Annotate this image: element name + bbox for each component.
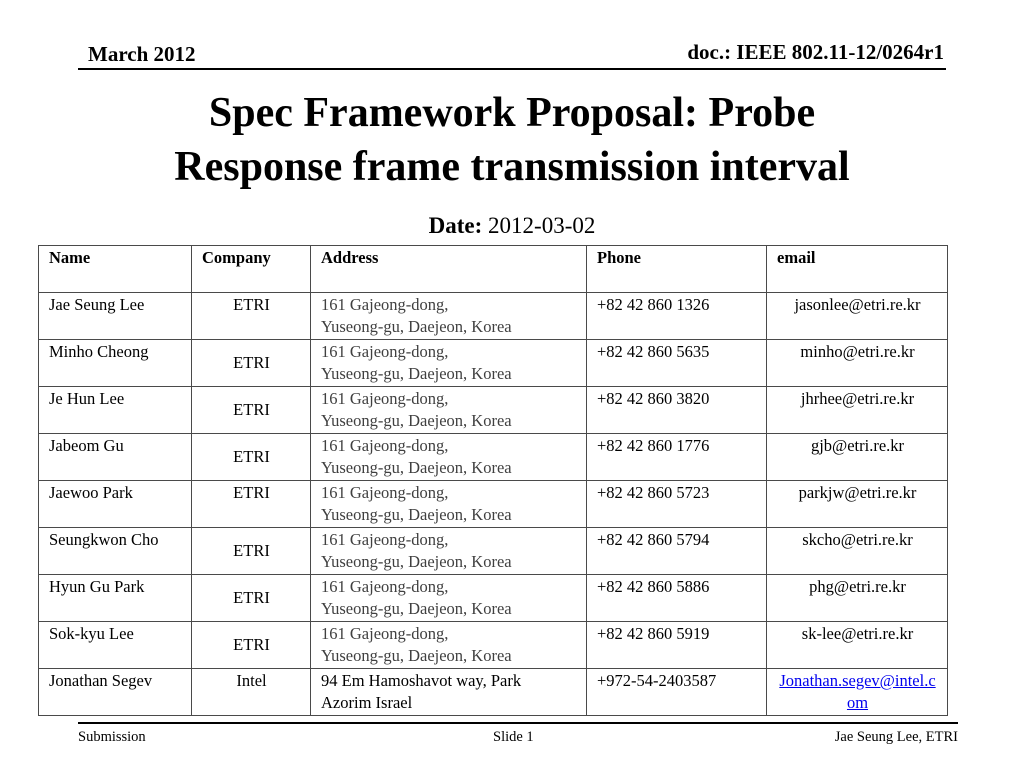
cell-phone: +972-54-2403587 [587, 669, 767, 716]
cell-address [311, 669, 587, 716]
cell-name: Je Hun Lee [39, 387, 192, 434]
cell-company: ETRI [192, 622, 311, 669]
address-line-2: Yuseong-gu, Daejeon, Korea [321, 646, 512, 665]
table-row [39, 340, 948, 387]
address-line-2: Yuseong-gu, Daejeon, Korea [321, 317, 512, 336]
cell-company: Intel [192, 669, 311, 716]
address-line-1: 161 Gajeong-dong, [321, 624, 449, 643]
cell-phone: +82 42 860 5723 [587, 481, 767, 528]
table-row [39, 481, 948, 528]
address-line-2: Azorim Israel [321, 693, 413, 712]
date-label: Date: [428, 213, 483, 238]
authors-table [38, 245, 948, 716]
cell-company: ETRI [192, 340, 311, 387]
header-rule [78, 68, 946, 70]
cell-name: Jae Seung Lee [39, 293, 192, 340]
col-header-address: Address [311, 246, 587, 293]
slide-title [60, 86, 964, 194]
cell-phone: +82 42 860 3820 [587, 387, 767, 434]
cell-address [311, 293, 587, 340]
address-line-1: 161 Gajeong-dong, [321, 436, 449, 455]
cell-company: ETRI [192, 293, 311, 340]
cell-name: Jonathan Segev [39, 669, 192, 716]
address-line-1: 161 Gajeong-dong, [321, 483, 449, 502]
cell-address [311, 622, 587, 669]
cell-address [311, 575, 587, 622]
date-line [60, 213, 964, 239]
cell-name: Hyun Gu Park [39, 575, 192, 622]
address-line-1: 161 Gajeong-dong, [321, 577, 449, 596]
cell-name: Minho Cheong [39, 340, 192, 387]
cell-address [311, 481, 587, 528]
table-row [39, 575, 948, 622]
address-line-1: 161 Gajeong-dong, [321, 389, 449, 408]
table-row [39, 622, 948, 669]
address-line-2: Yuseong-gu, Daejeon, Korea [321, 411, 512, 430]
cell-address [311, 528, 587, 575]
title-line-1: Spec Framework Proposal: Probe [208, 90, 816, 136]
footer-rule [78, 722, 958, 724]
cell-email: skcho@etri.re.kr [767, 528, 948, 575]
cell-name: Jabeom Gu [39, 434, 192, 481]
cell-company: ETRI [192, 528, 311, 575]
col-header-email: email [767, 246, 948, 293]
cell-name: Seungkwon Cho [39, 528, 192, 575]
cell-email: sk-lee@etri.re.kr [767, 622, 948, 669]
address-line-1: 161 Gajeong-dong, [321, 342, 449, 361]
cell-name: Sok-kyu Lee [39, 622, 192, 669]
cell-phone: +82 42 860 5635 [587, 340, 767, 387]
footer-slide-number: Slide 1 [493, 729, 534, 745]
address-line-2: Yuseong-gu, Daejeon, Korea [321, 364, 512, 383]
cell-phone: +82 42 860 5919 [587, 622, 767, 669]
cell-company: ETRI [192, 387, 311, 434]
table-row [39, 434, 948, 481]
address-line-2: Yuseong-gu, Daejeon, Korea [321, 458, 512, 477]
col-header-company: Company [192, 246, 311, 293]
cell-phone: +82 42 860 5886 [587, 575, 767, 622]
table-row [39, 528, 948, 575]
cell-address [311, 387, 587, 434]
cell-company: ETRI [192, 434, 311, 481]
cell-email: phg@etri.re.kr [767, 575, 948, 622]
col-header-phone: Phone [587, 246, 767, 293]
cell-email [767, 669, 948, 716]
cell-email: jasonlee@etri.re.kr [767, 293, 948, 340]
table-header-row [39, 246, 948, 293]
cell-email: gjb@etri.re.kr [767, 434, 948, 481]
table-row [39, 387, 948, 434]
cell-address [311, 434, 587, 481]
cell-email: minho@etri.re.kr [767, 340, 948, 387]
col-header-name: Name [39, 246, 192, 293]
address-line-1: 161 Gajeong-dong, [321, 530, 449, 549]
cell-company: ETRI [192, 481, 311, 528]
address-line-2: Yuseong-gu, Daejeon, Korea [321, 599, 512, 618]
cell-name: Jaewoo Park [39, 481, 192, 528]
cell-phone: +82 42 860 1326 [587, 293, 767, 340]
cell-phone: +82 42 860 5794 [587, 528, 767, 575]
cell-email: jhrhee@etri.re.kr [767, 387, 948, 434]
footer-submission: Submission [78, 729, 146, 745]
footer-author: Jae Seung Lee, ETRI [834, 729, 958, 745]
address-line-2: Yuseong-gu, Daejeon, Korea [321, 552, 512, 571]
title-line-2: Response frame transmission interval [174, 144, 850, 190]
address-line-2: Yuseong-gu, Daejeon, Korea [321, 505, 512, 524]
cell-email: parkjw@etri.re.kr [767, 481, 948, 528]
table-row [39, 669, 948, 716]
date-value: 2012-03-02 [488, 213, 596, 238]
email-link[interactable]: Jonathan.segev@intel.com [779, 671, 936, 712]
header-doc-id: doc.: IEEE 802.11-12/0264r1 [687, 40, 944, 64]
cell-address [311, 340, 587, 387]
header-date: March 2012 [88, 42, 196, 66]
cell-phone: +82 42 860 1776 [587, 434, 767, 481]
address-line-1: 161 Gajeong-dong, [321, 295, 449, 314]
cell-company: ETRI [192, 575, 311, 622]
address-line-1: 94 Em Hamoshavot way, Park [321, 671, 522, 690]
table-row [39, 293, 948, 340]
